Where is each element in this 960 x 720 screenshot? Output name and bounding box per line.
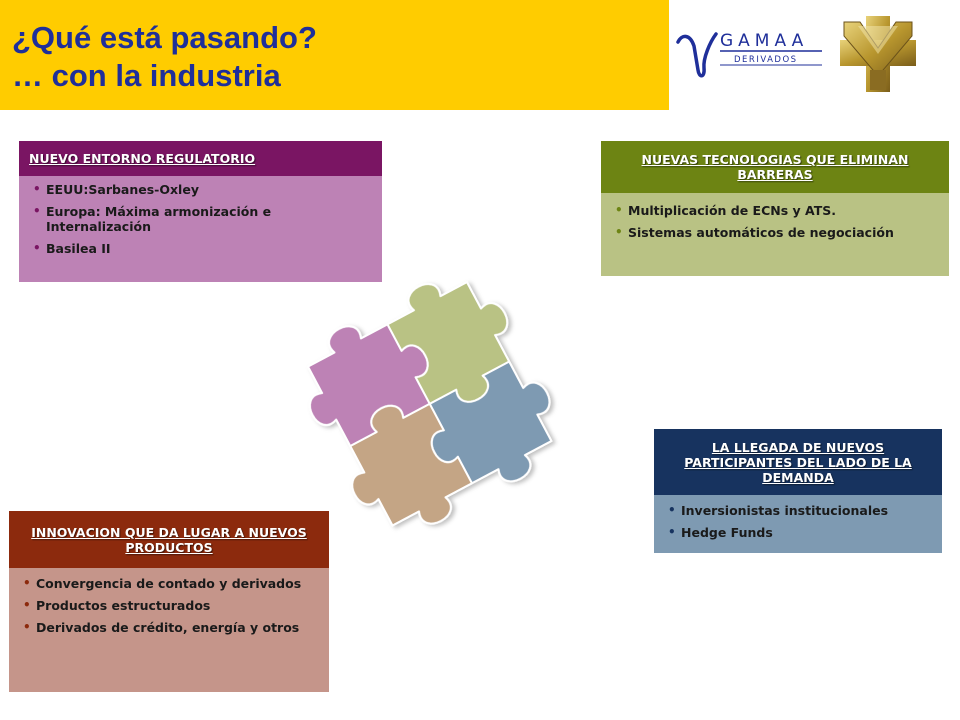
list-item: • Multiplicación de ECNs y ATS.	[613, 203, 941, 218]
page-title: ¿Qué está pasando?	[12, 20, 317, 55]
list-item: • Basilea II	[31, 241, 374, 256]
gamaa-derivados-logo	[672, 20, 827, 80]
demand-box-title: LA LLEGADA DE NUEVOS PARTICIPANTES DEL LADO DE LA DEMANDA	[654, 429, 942, 495]
gold-emblem-logo	[836, 14, 920, 94]
list-item: • Europa: Máxima armonización e Internalización	[31, 204, 374, 234]
list-item: • Inversionistas institucionales	[666, 503, 934, 518]
technology-box	[601, 141, 949, 276]
puzzle-illustration	[250, 210, 650, 610]
innovation-box-title: INNOVACION QUE DA LUGAR A NUEVOS PRODUCTOS	[9, 511, 329, 568]
gamaa-logo-text: GAMAA	[720, 31, 809, 51]
list-item: • Productos estructurados	[21, 598, 321, 613]
technology-box-title: NUEVAS TECNOLOGIAS QUE ELIMINAN BARRERAS	[601, 141, 949, 193]
list-item: • Convergencia de contado y derivados	[21, 576, 321, 591]
title-bar	[0, 0, 669, 110]
gamaa-logo-subtext: DERIVADOS	[734, 55, 798, 65]
list-item: • EEUU:Sarbanes-Oxley	[31, 182, 374, 197]
list-item: • Hedge Funds	[666, 525, 934, 540]
page-subtitle: … con la industria	[12, 58, 281, 93]
regulatory-box-title: NUEVO ENTORNO REGULATORIO	[19, 141, 382, 176]
list-item: • Derivados de crédito, energía y otros	[21, 620, 321, 635]
list-item: • Sistemas automáticos de negociación	[613, 225, 941, 240]
demand-box	[654, 429, 942, 553]
